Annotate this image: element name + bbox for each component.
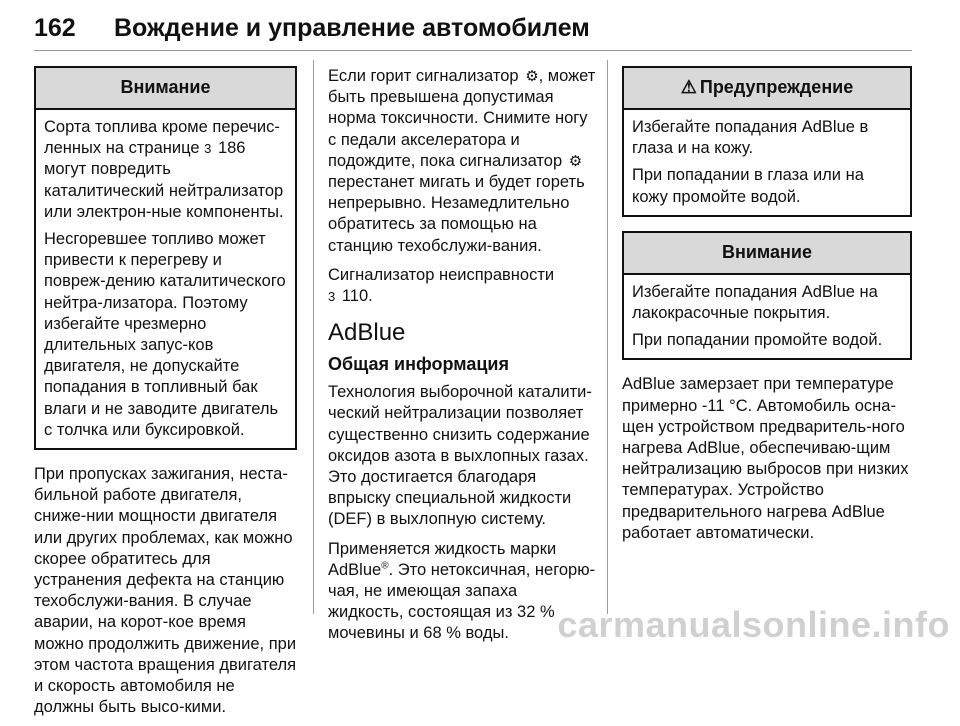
caution-text-1: Сорта топлива кроме перечис-ленных на странице 3 186 могут повредить каталитический нейтрализатор или электрон-ные компоненты. [44,118,284,221]
column-divider-2 [607,60,608,614]
subheading-general-info: Общая информация [328,354,509,375]
caution-text-2: Несгоревшее топливо может привести к перегреву и повреж-дению каталитического нейтра-лизатора. Поэтому избегайте чрезмерно длительных запус-ков двигателя, не допускайте попадания в топливный бак влаги и не заводите двигатель с толчка или буксировкой. [44,230,286,439]
caution-box-title: Внимание [624,233,910,275]
warning-triangle-icon: ⚠ [680,77,697,98]
page-number: 162 [34,14,76,42]
page-ref-link[interactable]: 186 [217,139,246,158]
ref-arrow-icon: 3 [328,289,336,305]
section-heading-adblue: AdBlue [328,319,406,347]
adblue-fluid-paragraph: Применяется жидкость марки AdBlue®. Это нетоксичная, негорю-чая, не имеющая запаха жидкость, состоящая из 32 % мочевины и 68 % воды. [328,539,596,643]
warning-box [622,66,912,217]
emission-lamp-paragraph: Если горит сигнализатор ⚙, может быть превышена допустимая норма токсичности. Снимите ногу с педали акселератора и подождите, пока сигнализатор ⚙ перестанет мигать и будет гореть непрерывно. Незамедлительно обратитесь за помощью на станцию техобслужи-вания. [328,67,596,255]
scr-technology-paragraph: Технология выборочной каталити-ческий нейтрализации позволяет существенно снизить содержание оксидов азота в выхлопных газах. Это достигается благодаря впрыску специальной жидкости (DEF) в выхлопную систему. [328,383,592,529]
caution-box-fuel [34,66,297,450]
caution-box-title: Внимание [36,68,295,110]
malfunction-lamp-paragraph: Сигнализатор неисправности 3 110. [328,265,555,306]
misfire-paragraph: При пропусках зажигания, неста-бильной работе двигателя, сниже-нии мощности двигателя или других проблемах, как можно скорее обратитесь для устранения дефекта на станцию техобслужи-вания. В случае аварии, на корот-кое время можно продолжить движение, при этом частота вращения двигателя и скорость автомобиля не должны быть высо-кими. [34,465,297,717]
adblue-freezing-paragraph: AdBlue замерзает при температуре примерно -11 °C. Автомобиль осна-щен устройством предваритель-ного нагрева AdBlue, обеспечиваю-щим нейтрализацию выбросов при низких температурах. Устройство предварительного нагрева AdBlue работает автоматически. [622,375,909,542]
column-2 [328,66,596,653]
watermark: carmanualsonline.info [557,604,950,645]
ref-arrow-icon: 3 [204,141,212,157]
caution-paint-text-1: Избегайте попадания AdBlue на лакокрасочные покрытия. [632,282,878,323]
caution-box-paint [622,231,912,361]
column-divider-1 [313,60,314,614]
registered-mark: ® [381,560,389,572]
caution-paint-text-2: При попадании промойте водой. [632,331,883,350]
header-rule [34,50,912,51]
warning-box-title: ⚠ Предупреждение [624,68,910,110]
warning-text-1: Избегайте попадания AdBlue в глаза и на кожу. [632,118,869,158]
running-title: Вождение и управление автомобилем [114,14,590,42]
column-3 [622,66,912,552]
page-ref-link[interactable]: 110. [341,287,373,306]
warning-text-2: При попадании в глаза или на кожу промойте водой. [632,166,864,206]
engine-lamp-icon: ⚙ [525,68,539,85]
engine-lamp-icon: ⚙ [568,152,583,170]
page-header [34,8,912,48]
